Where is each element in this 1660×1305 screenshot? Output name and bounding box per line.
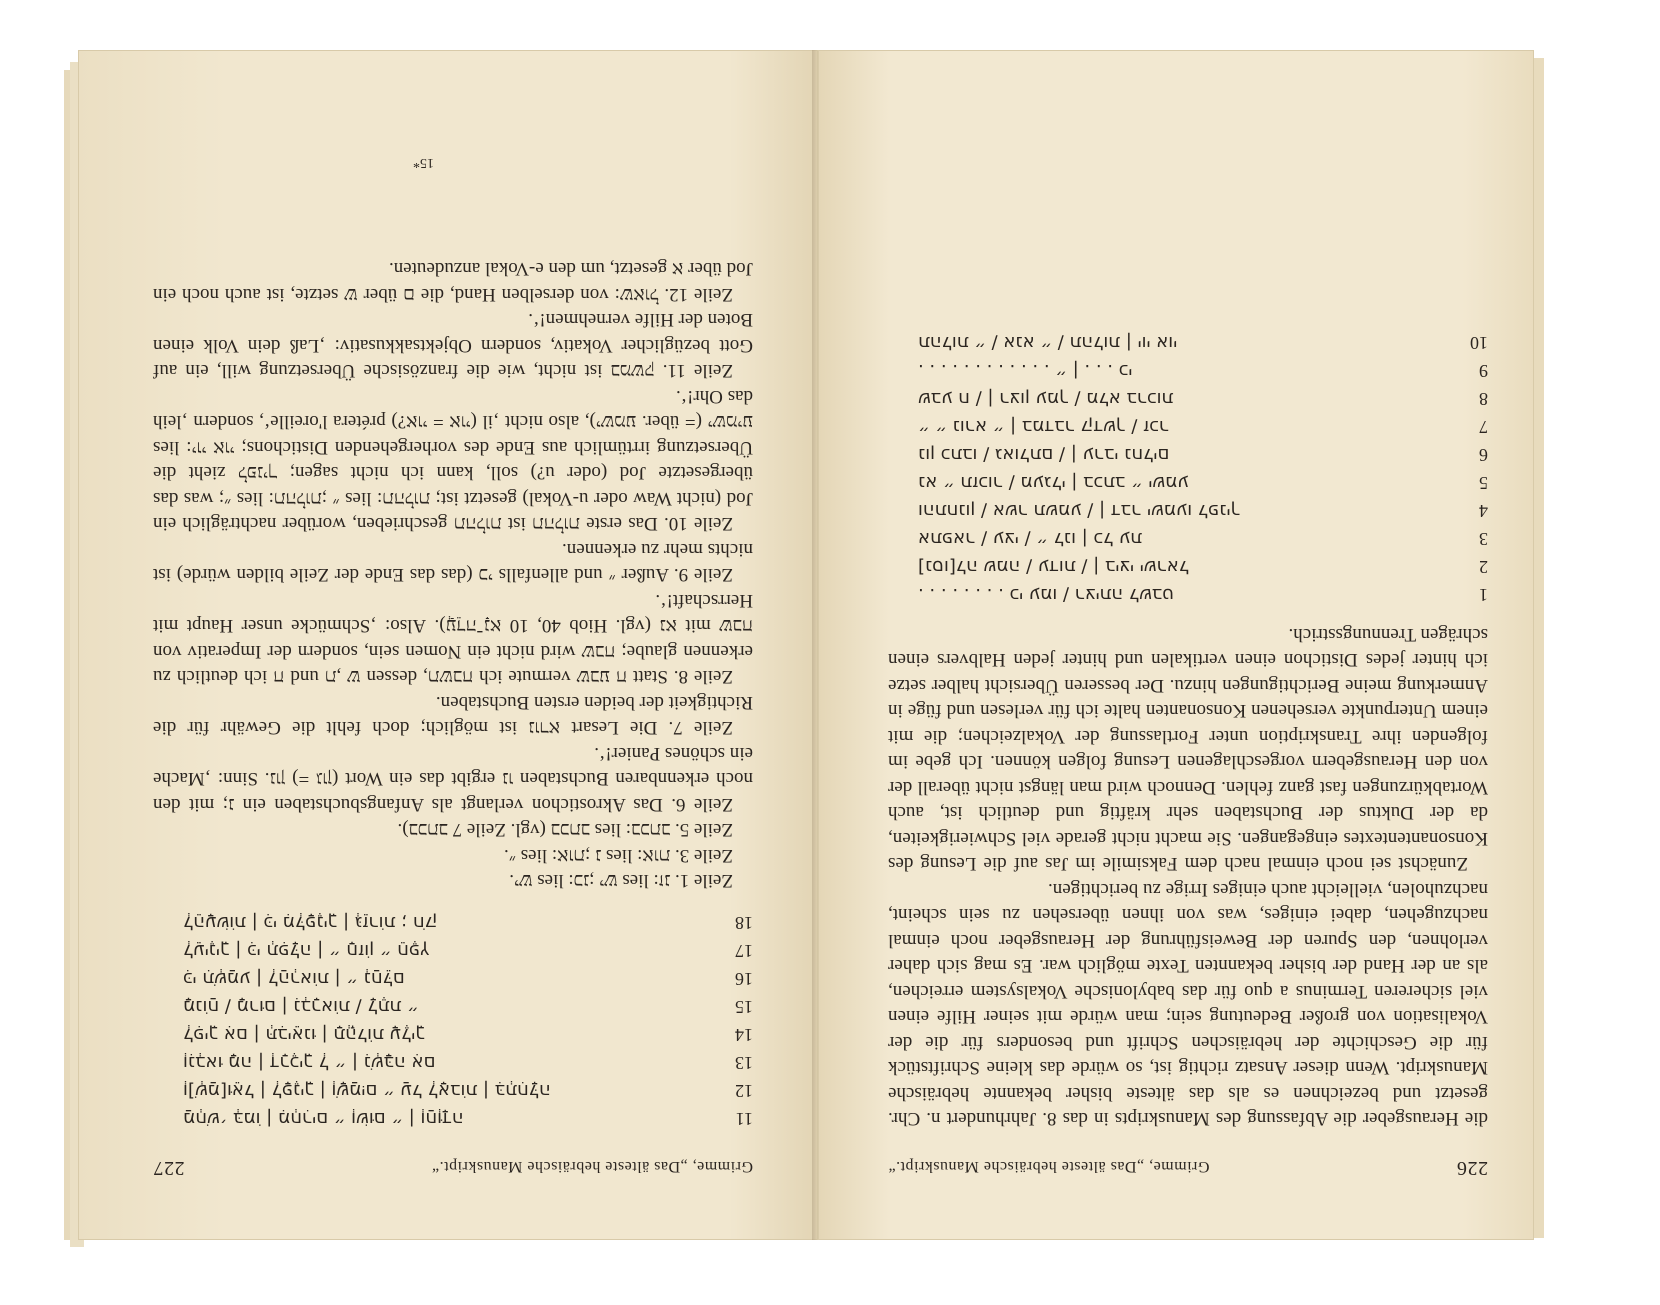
verse-text: לְפִיךָ אִם | תְּבִיאֵנוּ | תָהֳלוֹת עָלֶיךָ	[183, 1024, 425, 1046]
verse-text: נון כתבו / גאולתם / | ערבי נחלים	[918, 444, 1170, 466]
verse-number: 15	[735, 997, 753, 1018]
verse-text: כִּי תִשְׁמַע | לְהַרְאוֹת | ״ נְחַלֵּם	[183, 968, 405, 990]
note-paragraph: Zeile 12. שאול: von derselben Hand, die ם über ש setzte, ist auch noch ein Jod über א gesetzt, um den e-Vokal anzudeuten.	[152, 258, 753, 305]
verse-text: ״ ״ נורא ״ | במדבר קדשך / זכר	[918, 416, 1169, 438]
verse-text: . . . . . . . . כי עמו / רציתה לשבט	[918, 584, 1174, 606]
open-book	[60, 40, 1540, 1270]
verse-line	[888, 384, 1488, 412]
verse-line	[888, 552, 1488, 580]
verse-number: 17	[735, 941, 753, 962]
verse-line	[153, 1076, 753, 1104]
verse-number: 4	[1479, 501, 1488, 522]
verse-line	[888, 356, 1488, 384]
verse-number: 11	[735, 1109, 753, 1130]
right-page	[818, 50, 1534, 1240]
verse-text: [נסו]לה שמה / עדות / | ביצי ישראל	[918, 556, 1189, 578]
right-page-content	[888, 160, 1488, 1180]
verse-line	[888, 496, 1488, 524]
body-paragraph: Zunächst sei noch einmal nach dem Faksimile im Jas auf die Lesung des Konsonantentextes eingegangen. Sie macht nicht gerade viel Schwierigkeiten, da der Duktus der Buchstaben sehr kräftig und deutlich ist, auch Wortabkürzungen fast ganz fehlen. Dennoch wird man längst nicht überall der von den Herausgebern vorgeschlagenen Lesung folgen können. Ich gebe im folgenden ihre Transkription unter Fortlassung der Vokalzeichen; die mit einem Unterpunkte versehenen Konsonanten halte ich für verlesen und füge in Anmerkung meine Berichtigungen hinzu. Der besseren Übersicht halber setze ich hinter jedes Distichon einen vertikalen und hinter jeden Halbvers einen schrägen Trennungsstrich.	[888, 624, 1488, 875]
verse-text: לְעֵינֶיךָ | כִּי תְפִלָּה | ״ חָזוֹן ״ חֵפֶץ	[183, 940, 430, 962]
left-page-header	[153, 1154, 753, 1181]
right-page-number: 226	[1456, 1157, 1488, 1179]
verse-number: 9	[1479, 361, 1488, 382]
note-paragraph: Zeile 11. במשק ist nicht, wie die französische Übersetzung will, ein auf Gott bezüglicher Vokativ, sondern Objektsakkusativ: ‚Laß dein Volk einen Boten der Hilfe vernehmen!‘.	[152, 309, 753, 382]
verse-line	[888, 468, 1488, 496]
verse-line	[153, 908, 753, 936]
verse-text: מָנוֹחַ / מָרוּם | נִבְרָאוֹת / לָתֶת ״	[183, 996, 419, 1018]
verse-line	[888, 580, 1488, 608]
verse-line	[153, 1020, 753, 1048]
verse-number: 2	[1479, 557, 1488, 578]
verse-number: 5	[1479, 473, 1488, 494]
verse-line	[888, 328, 1488, 356]
verse-text: אתפאר / עצי / ״ לנו | כל עת	[918, 528, 1143, 550]
note-paragraph: Zeile 10. Das erste תהלות ist תהלות geschrieben, worüber nachträglich ein Jod (nicht Waw oder u-Vokal) gesetzt ist; תהלות: lies תהלות; ״: lies ״; was das übergesetzte Jod (oder u?) soll, kann ich nicht sagen; לפניך zieht die Übersetzung irrtümlich aus Ende des vorhergehenden Distichons; יוי אוי: lies ישמיע (= über. ישמע), also nicht ‚il (אוי = אוי?) prétera l'oreille‘, sondern ‚leih das Ohr!‘.	[152, 386, 753, 535]
note-paragraph: Zeile 3. אות: lies אות; נ: lies ״.	[503, 845, 733, 866]
verse-text: והתחנון / אשר תשמע / | דבר ישמעו לפניך	[918, 500, 1241, 522]
verse-number: 6	[1479, 445, 1488, 466]
verse-number: 18	[735, 913, 753, 934]
verse-number: 16	[735, 969, 753, 990]
left-running-head: Grimme, „Das älteste hebräische Manuskript.“	[431, 1158, 753, 1175]
verse-number: 7	[1479, 417, 1488, 438]
left-page-content	[153, 150, 753, 1180]
right-verse-block	[888, 328, 1488, 608]
verse-text: . . . . . . . . . . . . ״ | . . . כי	[918, 360, 1133, 382]
verse-text: שבע ח / | רצון עמך / מלא ברכות	[918, 388, 1174, 410]
note-paragraph: Zeile 5. בכתב: lies בכתב (vgl. Zeile 7 בכתב).	[397, 819, 733, 841]
left-page-number: 227	[153, 1157, 185, 1179]
verse-number: 10	[1470, 333, 1488, 354]
note-paragraph: Zeile 1. זנ: lies כנ; יש: lies יש.	[509, 870, 733, 892]
right-page-header	[888, 1154, 1488, 1181]
verse-text: מַחְשׁ׳ בְּמוֹ | מִחְרִים ״ וְשׂוּם ״ | וְחַוְּדָה	[183, 1108, 464, 1130]
left-page	[78, 50, 818, 1240]
verse-number: 3	[1479, 529, 1488, 550]
right-running-head: Grimme, „Das älteste hebräische Manuskript.“	[888, 1158, 1210, 1175]
verse-line	[888, 524, 1488, 552]
verse-number: 8	[1479, 389, 1488, 410]
note-paragraph: Zeile 9. Außer ״ und allenfalls כי (das das Ende der Zeile bilden würde) ist nichts mehr zu erkennen.	[152, 539, 753, 586]
verse-line	[153, 1104, 753, 1132]
verse-number: 13	[735, 1053, 753, 1074]
left-verse-block	[153, 908, 753, 1132]
verse-line	[153, 992, 753, 1020]
verse-line	[888, 440, 1488, 468]
verse-line	[153, 1048, 753, 1076]
verse-number: 12	[735, 1081, 753, 1102]
verse-text: נא ״ תזכור / מעגלי | בכתב ״ ישמע	[918, 472, 1189, 494]
left-notes	[153, 256, 753, 894]
verse-text: וְנִבְאוּ מָה | דְרָכֶיךָ לְ ״ | נִשְׁבָּה אִם	[183, 1052, 436, 1074]
note-paragraph: Zeile 7. Die Lesart נורא ist möglich; doch fehlt die Gewähr für die Richtigkeit der beiden ersten Buchstaben.	[153, 692, 753, 739]
verse-text: לְהֵעָשׂוֹת | כִּי מִלְּפָנֶיךָ | גְּזֵרוֹת ; חֹק	[183, 912, 438, 934]
verse-number: 1	[1479, 585, 1488, 606]
verse-number: 14	[735, 1025, 753, 1046]
verse-line	[153, 964, 753, 992]
body-paragraph: die Herausgeber die Abfassung des Manuskripts in das 8. Jahrhundert n. Chr. gesetzt und bezeichnen es als das älteste bisher bekannte hebräische Manuskript. Wenn dieser Ansatz richtig ist, so würde das kleine Schriftstück für die Geschichte der hebräischen Schrift und besonders für die der Vokalisation von großer Bedeutung sein; man würde mit seiner Hilfe einen viel sichereren Terminus a quo für das babylonische Vokalsystem erreichen, als an der Hand der bisher bekannten Texte möglich war. Es mag sich daher verlohnen, den Spuren der Beweisführung der Herausgeber noch einmal nachzugehen, dabei einiges, was von ihnen übersehen zu sein scheint, nachzuholen, vielleicht auch einiges Irrige zu berichtigen.	[888, 879, 1488, 1130]
note-paragraph: Zeile 8. Statt שבע ח vermute ich תשבח, dessen ת, ש und ח ich deutlich zu erkennen glaube; שבח wird nicht ein Nomen sein, sondern der Imperativ von שבח mit נא (vgl. Hiob 40, 10 עֲדֵה־נָא). Also: ‚Schmücke unser Haupt mit Herrschaft!‘.	[152, 590, 753, 688]
note-paragraph: Zeile 6. Das Akrostichon verlangt als Anfangsbuchstaben ein נ; mit den noch erkennbaren Buchstaben נו ergibt das ein Wort נון (= גון). Sinn: ‚Mache ein schönes Panier!‘.	[153, 743, 753, 815]
verse-text: תהלות ״ / אנא ״ / תהלות | יוי אוי	[918, 332, 1178, 354]
verse-text: וְ[שְׁמַ]וּאֵל | לְפָנֶיךָ | וְשָׁמַיִם ״ עַל לְאָבוֹת | בִּתְחִלָּה	[183, 1080, 551, 1102]
verse-line	[153, 936, 753, 964]
signature-mark: 15*	[413, 155, 434, 171]
verse-line	[888, 412, 1488, 440]
